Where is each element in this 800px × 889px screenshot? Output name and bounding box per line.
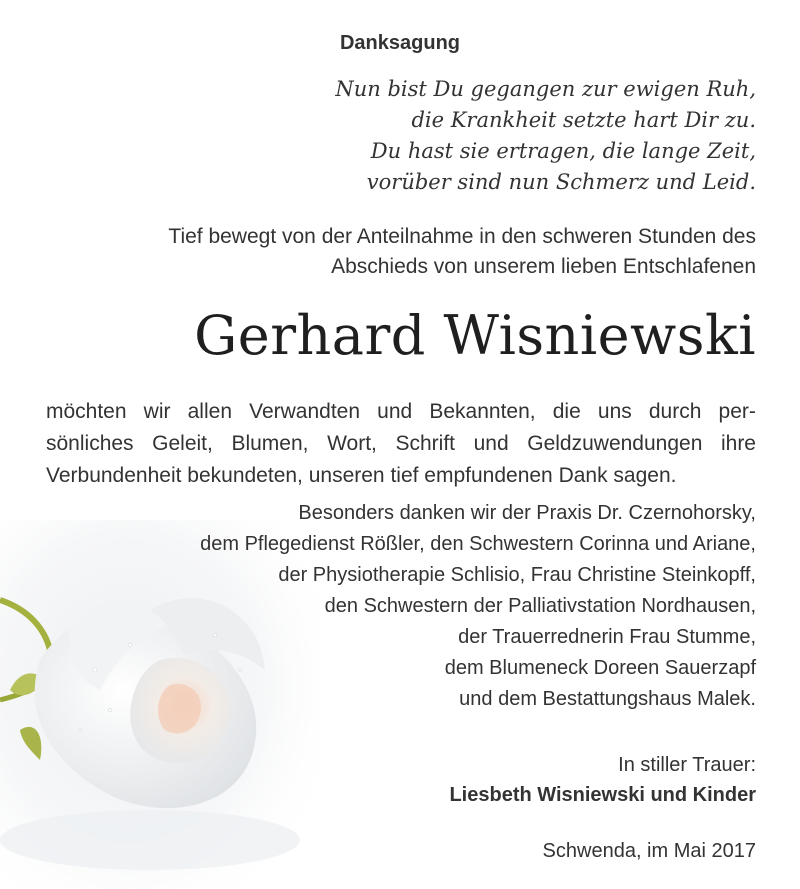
special-thanks-line: der Physiotherapie Schlisio, Frau Christine Steinkopff, xyxy=(278,564,756,586)
word: Blumen, xyxy=(231,432,309,455)
heading-danksagung: Danksagung xyxy=(339,32,461,54)
place-date: Schwenda, im Mai 2017 xyxy=(542,840,756,862)
special-thanks-line: dem Pflegedienst Rößler, den Schwestern Corinna und Ariane, xyxy=(200,533,756,555)
intro-text xyxy=(168,222,756,282)
word: Geldzuwendungen xyxy=(527,432,703,455)
deceased-name: Gerhard Wisniewski xyxy=(194,304,756,367)
word: ihre xyxy=(720,432,756,455)
poem-line: Nun bist Du gegangen zur ewigen Ruh, xyxy=(335,77,756,101)
thanks-line xyxy=(46,428,756,460)
word: durch xyxy=(648,400,702,423)
special-thanks-line: der Trauerrednerin Frau Stumme, xyxy=(458,626,756,648)
intro-line: Tief bewegt von der Anteilnahme in den schweren Stunden des xyxy=(168,225,756,248)
special-thanks-line: und dem Bestattungshaus Malek. xyxy=(459,688,756,710)
word: wir xyxy=(143,400,171,423)
intro-line: Abschieds von unserem lieben Entschlafenen xyxy=(331,255,756,278)
word: sönliches xyxy=(46,432,134,455)
word: allen xyxy=(187,400,232,423)
word: uns xyxy=(597,400,632,423)
poem-line: die Krankheit setzte hart Dir zu. xyxy=(411,108,756,132)
poem-line: vorüber sind nun Schmerz und Leid. xyxy=(366,170,756,194)
word: Wort, xyxy=(327,432,377,455)
thanks-line xyxy=(46,396,756,428)
special-thanks-line: den Schwestern der Palliativstation Nordhausen, xyxy=(324,595,756,617)
word: per- xyxy=(718,400,756,423)
thanks-line xyxy=(46,460,756,492)
poem xyxy=(335,74,756,198)
mourning-label: In stiller Trauer: xyxy=(618,754,756,776)
special-thanks-line: dem Blumeneck Doreen Sauerzapf xyxy=(444,657,756,679)
special-thanks xyxy=(200,498,756,715)
word: Bekannten, xyxy=(429,400,536,423)
word: und xyxy=(473,432,509,455)
poem-line: Du hast sie ertragen, die lange Zeit, xyxy=(370,139,756,163)
thanks-paragraph xyxy=(46,396,756,492)
word: die xyxy=(552,400,581,423)
word: und xyxy=(377,400,413,423)
word: Geleit, xyxy=(152,432,213,455)
family-signature: Liesbeth Wisniewski und Kinder xyxy=(449,784,756,806)
thanks-line-text: Verbundenheit bekundeten, unseren tief empfundenen Dank sagen. xyxy=(46,464,677,487)
word: Schrift xyxy=(395,432,455,455)
word: möchten xyxy=(46,400,127,423)
mourning-block xyxy=(449,750,756,810)
word: Verwandten xyxy=(249,400,361,423)
special-thanks-line: Besonders danken wir der Praxis Dr. Czernohorsky, xyxy=(298,502,756,524)
